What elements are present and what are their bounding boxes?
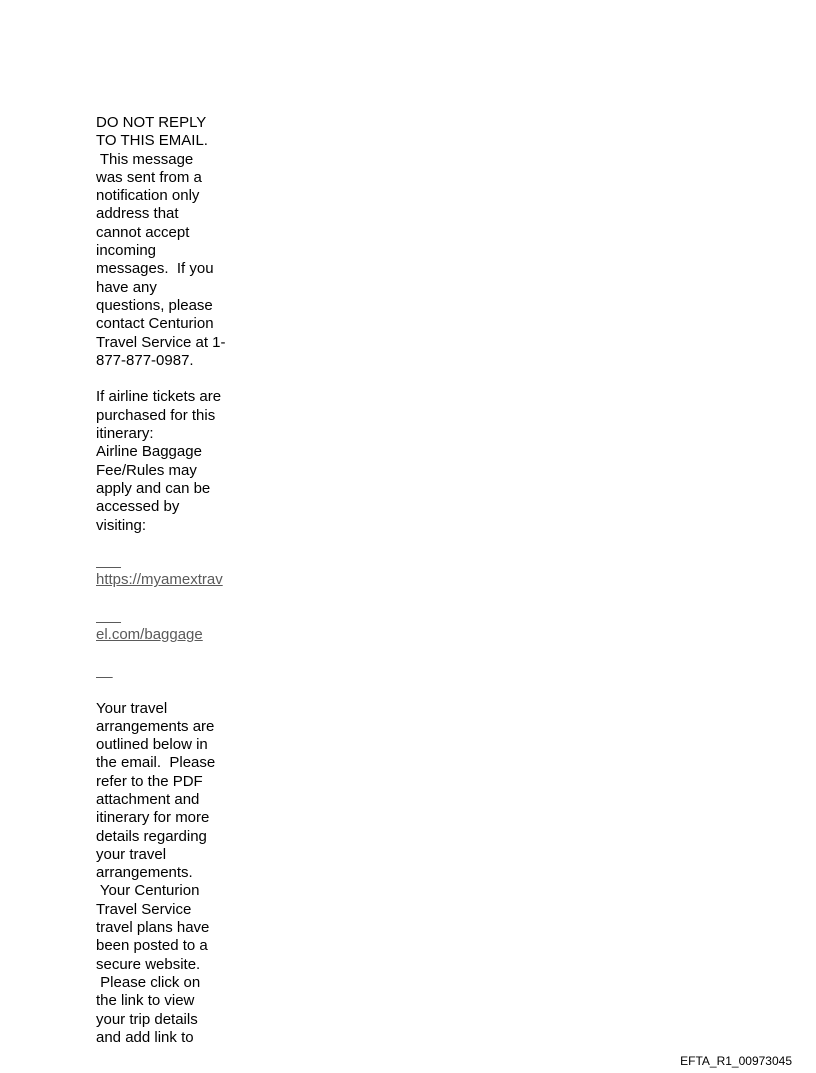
notice-line: notification only [96, 187, 200, 205]
arrangements-line: details regarding [96, 827, 207, 845]
notice-line: questions, please [96, 296, 213, 314]
notice-line: This message [96, 150, 194, 168]
paragraph-gap [96, 370, 246, 388]
paragraph-gap [96, 681, 246, 699]
baggage-link-line[interactable]: el.com/baggage [96, 626, 203, 644]
arrangements-line: attachment and [96, 790, 200, 808]
arrangements-line: itinerary for more [96, 809, 210, 827]
email-body [96, 114, 246, 1047]
arrangements-line: travel plans have [96, 919, 210, 937]
notice-line: 877-877-0987. [96, 351, 194, 369]
no-reply-notice [96, 114, 246, 370]
arrangements-line: arrangements. [96, 864, 193, 882]
notice-line: DO NOT REPLY [96, 114, 207, 131]
baggage-line: Airline Baggage [96, 443, 202, 461]
arrangements-line: outlined below in [96, 736, 208, 754]
arrangements-line: Your travel [96, 699, 168, 717]
arrangements-line: arrangements are [96, 717, 215, 735]
arrangements-line: your travel [96, 845, 167, 863]
baggage-line: apply and can be [96, 479, 211, 497]
notice-line: incoming [96, 242, 157, 260]
baggage-line: itinerary: [96, 425, 154, 443]
arrangements-line: and add link to [96, 1028, 194, 1046]
arrangements-line: been posted to a [96, 937, 208, 955]
notice-line: Travel Service at 1- [96, 333, 226, 351]
arrangements-line: your trip details [96, 1010, 198, 1028]
baggage-line: Fee/Rules may [96, 461, 197, 479]
arrangements-paragraph [96, 700, 246, 1048]
baggage-link-line[interactable]: https://myamextrav [96, 571, 223, 589]
baggage-link[interactable] [96, 535, 246, 681]
notice-line: was sent from a [96, 168, 202, 186]
baggage-line: purchased for this [96, 406, 216, 424]
notice-line: messages. If you [96, 260, 214, 278]
notice-line: cannot accept [96, 223, 190, 241]
arrangements-line: Please click on [96, 973, 201, 991]
arrangements-line: refer to the PDF [96, 772, 203, 790]
arrangements-line: Travel Service [96, 900, 192, 918]
arrangements-line: the link to view [96, 992, 195, 1010]
baggage-paragraph [96, 388, 246, 681]
arrangements-line: the email. Please [96, 754, 216, 772]
document-id: EFTA_R1_00973045 [680, 1054, 792, 1068]
baggage-line: visiting: [96, 516, 147, 534]
arrangements-line: secure website. [96, 955, 201, 973]
notice-line: TO THIS EMAIL. [96, 132, 208, 150]
notice-line: have any [96, 278, 157, 296]
notice-line: address that [96, 205, 179, 223]
baggage-line: accessed by [96, 498, 180, 516]
baggage-line: If airline tickets are [96, 388, 222, 406]
arrangements-line: Your Centurion [96, 882, 200, 900]
notice-line: contact Centurion [96, 315, 214, 333]
